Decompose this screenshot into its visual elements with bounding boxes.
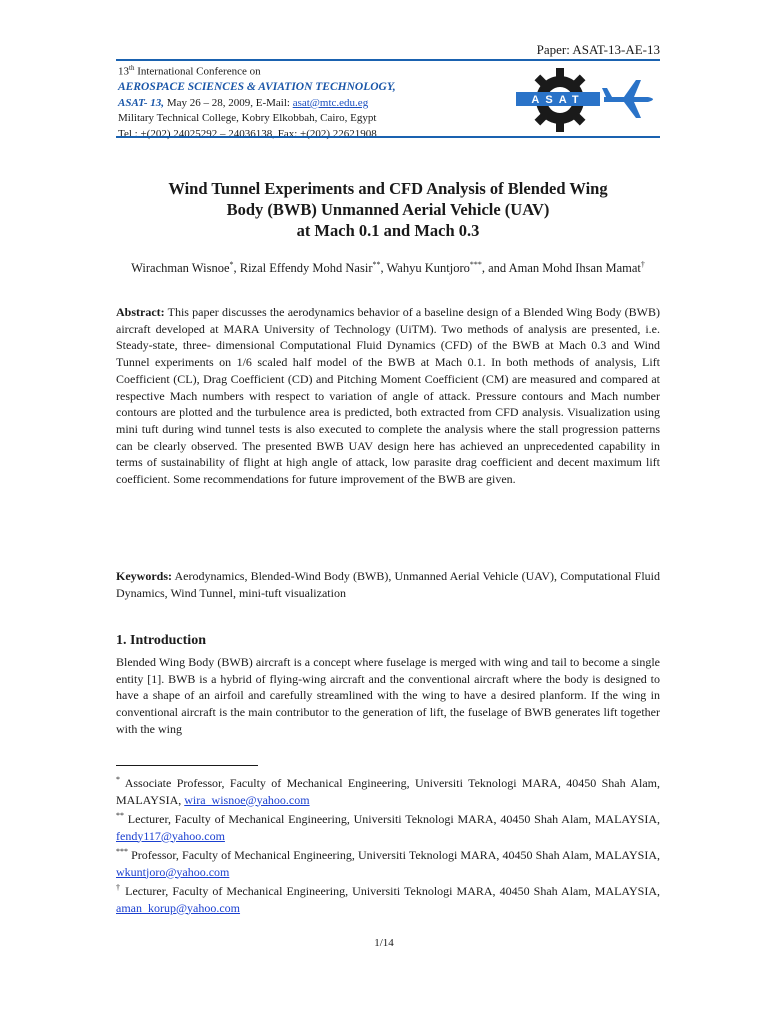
- footnote-rule: [116, 765, 258, 766]
- conference-email-link[interactable]: asat@mtc.edu.eg: [292, 96, 369, 109]
- abstract: [116, 304, 660, 488]
- footnote-text: Lecturer, Faculty of Mechanical Engineering, Universiti Teknologi MARA, 40450 Shah Alam, MALAYSIA,: [124, 812, 660, 826]
- footnote: [116, 844, 660, 880]
- conference-line: [118, 61, 518, 80]
- header-rule-bottom: [116, 136, 660, 138]
- footnote-email-link[interactable]: wkuntjoro@yahoo.com: [116, 864, 230, 879]
- footnote-mark: **: [116, 811, 124, 820]
- title-line-1: Wind Tunnel Experiments and CFD Analysis of Blended Wing: [168, 179, 608, 198]
- college-address: Military Technical College, Kobry Elkobbah, Cairo, Egypt: [118, 112, 377, 125]
- conference-abbr: ASAT- 13,: [118, 96, 165, 109]
- footnote-text: Associate Professor, Faculty of Mechanical Engineering, Universiti Teknologi MARA, 40450 Shah Alam, MALAYSIA,: [116, 776, 660, 807]
- footnote-email-link[interactable]: aman_korup@yahoo.com: [116, 900, 241, 915]
- paper-code: Paper: ASAT-13-AE-13: [536, 42, 660, 57]
- conference-dates-line: [118, 96, 518, 112]
- footnote: [116, 880, 660, 916]
- conference-block: [118, 61, 518, 142]
- author-1-mark: *: [229, 260, 234, 269]
- logo-text: ASAT: [531, 94, 585, 106]
- keywords-label: Keywords:: [116, 569, 172, 583]
- airplane-icon: [602, 80, 653, 118]
- author-4: , and Aman Mohd Ihsan Mamat: [481, 261, 641, 276]
- intro-paragraph: Blended Wing Body (BWB) aircraft is a concept where fuselage is merged with wing and tail to become a single entity [1]. BWB is a hybrid of flying-wing aircraft and the conventional aircraft where the body is designed to have a shape of an airfoil and carefully streamlined with the wing to have a desired planform. If the wing in conventional aircraft is the main contributor to the generation of lift, the fuselage of BWB generates lift together with the wing: [116, 655, 660, 736]
- footnote-email-link[interactable]: fendy117@yahoo.com: [116, 828, 225, 843]
- author-3-mark: ***: [469, 260, 482, 269]
- footnote: [116, 808, 660, 844]
- footnote: [116, 772, 660, 808]
- tel-fax: Tel : +(202) 24025292 – 24036138, Fax: +(202) 22621908: [118, 127, 377, 140]
- page-number: 1/14: [374, 937, 394, 949]
- asat-logo: [508, 66, 660, 134]
- author-1: Wirachman Wisnoe: [131, 261, 230, 276]
- author-2: , Rizal Effendy Mohd Nasir: [233, 261, 373, 276]
- abstract-text: This paper discusses the aerodynamics behavior of a baseline design of a Blended Wing Body (BWB) aircraft developed at MARA University of Technology (UiTM). Two methods of analysis are presented, i.e. Steady-state, three- dimensional Computational Fluid Dynamics (CFD) of the BWB at Mach 0.3 and Wind Tunnel experiments on 1/6 scaled half model of the BWB at Mach 0.1. In both methods of analysis, Lift Coefficient (CL), Drag Coefficient (CD) and Pitching Moment Coefficient (CM) are measured and compared at respective Mach numbers with respect to variation of angle of attack. Pressure contours and Mach number contours are plotted and the turbulence area is predicted, both extracted from CFD analysis. Visualization using mini tuft during wind tunnel tests is also executed to complete the analysis where the stall progression patterns can be clearly observed. The presented BWB UAV design here has achieved an unprecedented capability in terms of sustainability of flight at high angle of attack, low parasite drag coefficient and decent maximum lift coefficient. Some recommendations for future improvement of the BWB are given.: [116, 305, 660, 487]
- footnotes: [116, 772, 660, 916]
- footnote-text: Professor, Faculty of Mechanical Engineering, Universiti Teknologi MARA, 40450 Shah Alam, MALAYSIA,: [128, 848, 660, 862]
- footnote-email-link[interactable]: wira_wisnoe@yahoo.com: [184, 792, 310, 807]
- author-4-mark: †: [640, 260, 645, 269]
- author-2-mark: **: [372, 260, 381, 269]
- section-heading: 1. Introduction: [116, 633, 206, 648]
- keywords-text: Aerodynamics, Blended-Wind Body (BWB), Unmanned Aerial Vehicle (UAV), Computational Fluid Dynamics, Wind Tunnel, mini-tuft visualization: [116, 569, 660, 600]
- title-line-2: Body (BWB) Unmanned Aerial Vehicle (UAV): [226, 200, 550, 219]
- keywords: [116, 568, 660, 601]
- footnote-mark: †: [116, 883, 122, 892]
- conference-name: AEROSPACE SCIENCES & AVIATION TECHNOLOGY,: [118, 81, 396, 94]
- author-list: [116, 256, 660, 277]
- title-line-3: at Mach 0.1 and Mach 0.3: [296, 221, 480, 240]
- footnote-mark: *: [116, 775, 120, 784]
- conference-ordinal-suffix: th: [129, 64, 135, 72]
- abstract-label: Abstract:: [116, 305, 165, 319]
- paper-title: [116, 178, 660, 241]
- author-3: , Wahyu Kuntjoro: [380, 261, 470, 276]
- conference-ordinal: 13: [118, 65, 129, 78]
- conference-label: International Conference on: [134, 65, 261, 78]
- footnote-mark: ***: [116, 847, 128, 856]
- conference-dates: May 26 – 28, 2009, E-Mail:: [164, 96, 293, 109]
- footnote-text: Lecturer, Faculty of Mechanical Engineering, Universiti Teknologi MARA, 40450 Shah Alam, MALAYSIA,: [121, 884, 661, 898]
